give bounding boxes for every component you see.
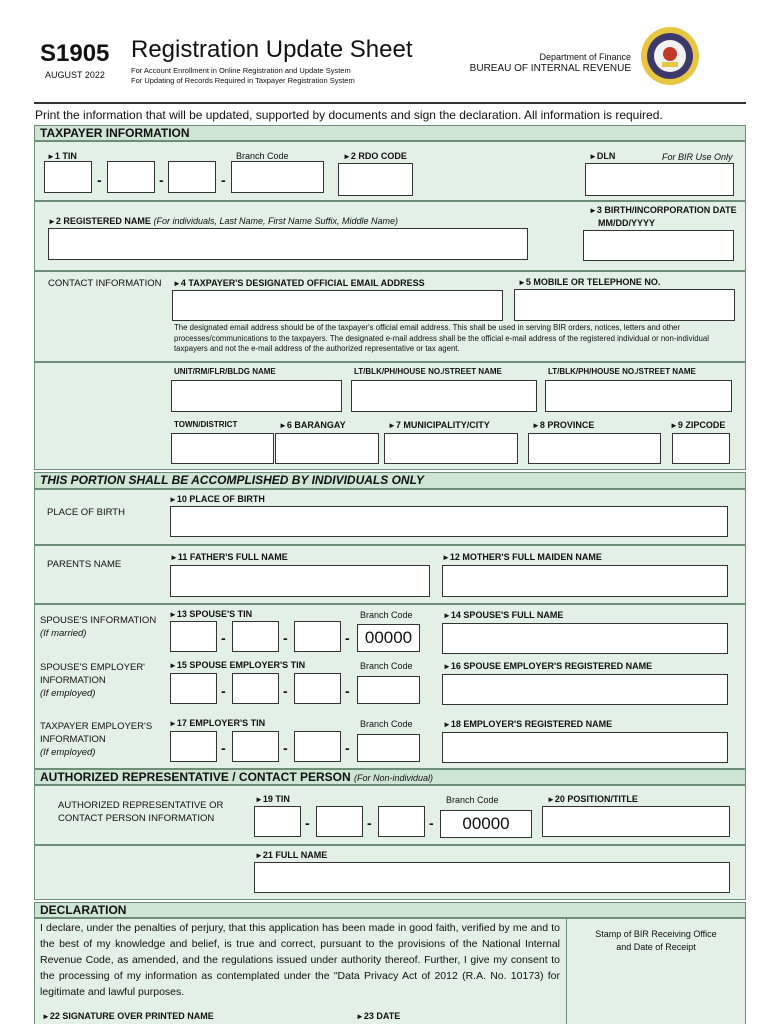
spouse-employer-name-input[interactable]	[442, 674, 728, 705]
spouse-employer-name-label: ►16 SPOUSE EMPLOYER'S REGISTERED NAME	[443, 661, 653, 671]
tin-part-2-input[interactable]	[107, 161, 155, 193]
position-title-label: ►20 POSITION/TITLE	[547, 794, 638, 804]
employer-name-label: ►18 EMPLOYER'S REGISTERED NAME	[443, 719, 613, 729]
mother-name-label: ►12 MOTHER'S FULL MAIDEN NAME	[442, 552, 602, 562]
rdo-code-label: ►2 RDO CODE	[343, 151, 407, 161]
authorized-tin-2-input[interactable]	[316, 806, 363, 837]
bir-seal-logo	[640, 26, 700, 86]
town-label: TOWN/DISTRICT	[174, 420, 238, 429]
dln-label: ►DLN	[589, 151, 616, 161]
signature-label: ►22 SIGNATURE OVER PRINTED NAME	[42, 1011, 214, 1021]
tin-dash: -	[159, 172, 164, 188]
employer-tin-3-input[interactable]	[294, 731, 341, 762]
tin-dash: -	[345, 683, 350, 699]
unit-label: UNIT/RM/FLR/BLDG NAME	[174, 367, 276, 376]
spouse-branch-input[interactable]: 00000	[357, 624, 420, 652]
birth-date-input[interactable]	[583, 230, 734, 261]
tin-dash: -	[221, 740, 226, 756]
birth-date-label: ►3 BIRTH/INCORPORATION DATE	[589, 205, 737, 215]
tin-dash: -	[345, 740, 350, 756]
spouse-name-input[interactable]	[442, 623, 728, 654]
employer-tin-label: ►17 EMPLOYER'S TIN	[169, 718, 266, 728]
employer-side-label: TAXPAYER EMPLOYER'S INFORMATION (If employed)	[40, 721, 153, 758]
father-name-label: ►11 FATHER'S FULL NAME	[170, 552, 288, 562]
lot-street-input-2[interactable]	[545, 380, 732, 412]
zipcode-label: ►9 ZIPCODE	[670, 420, 726, 430]
spouse-tin-2-input[interactable]	[232, 621, 279, 652]
tin-dash: -	[283, 740, 288, 756]
authorized-side-label: AUTHORIZED REPRESENTATIVE OR CONTACT PERSON INFORMATION	[58, 800, 224, 824]
tin-label: ►1 TIN	[47, 151, 77, 161]
position-title-input[interactable]	[542, 806, 730, 837]
employer-branch-input[interactable]	[357, 734, 420, 762]
employer-tin-2-input[interactable]	[232, 731, 279, 762]
tin-dash: -	[283, 683, 288, 699]
header-rule	[34, 102, 746, 104]
stamp-divider	[566, 918, 567, 1024]
spouse-employer-tin-3-input[interactable]	[294, 673, 341, 704]
authorized-tin-label: ►19 TIN	[255, 794, 290, 804]
department-name: Department of Finance	[539, 52, 631, 62]
municipality-input[interactable]	[384, 433, 518, 464]
declaration-text: I declare, under the penalties of perjury, that this application has been made in good faith, verified by me and to the best of my knowledge and belief, is true and correct, pursuant to the provisions of the National Internal Revenue Code, as amended, and the regulations issued under authority thereof. Further, I give my consent to the processing of my information as contemplated under the "Data Privacy Act of 2012 (R.A. No. 10173) for legitimate and lawful purposes.	[40, 922, 560, 998]
father-name-input[interactable]	[170, 565, 430, 597]
date-label: ►23 DATE	[356, 1011, 401, 1021]
tin-part-1-input[interactable]	[44, 161, 92, 193]
parents-side-label: PARENTS NAME	[47, 559, 122, 570]
dln-input[interactable]	[585, 163, 734, 196]
bureau-name: BUREAU OF INTERNAL REVENUE	[469, 63, 631, 74]
subtitle-1: For Account Enrollment in Online Registration and Update System	[131, 66, 351, 75]
spouse-employer-branch-label: Branch Code	[360, 661, 413, 671]
birth-date-format: MM/DD/YYYY	[598, 218, 656, 228]
lot-street-label-1: LT/BLK/PH/HOUSE NO./STREET NAME	[354, 367, 502, 376]
spouse-tin-1-input[interactable]	[170, 621, 217, 652]
full-name-label: ►21 FULL NAME	[255, 850, 328, 860]
mobile-input[interactable]	[514, 289, 735, 321]
zipcode-input[interactable]	[672, 433, 730, 464]
page-title: Registration Update Sheet	[131, 36, 413, 63]
authorized-tin-3-input[interactable]	[378, 806, 425, 837]
dln-note: For BIR Use Only	[662, 152, 733, 162]
full-name-input[interactable]	[254, 862, 730, 893]
bir-stamp-note: Stamp of BIR Receiving Office and Date of Receipt	[595, 929, 717, 952]
mother-name-input[interactable]	[442, 565, 728, 597]
contact-info-side-label: CONTACT INFORMATION	[48, 278, 162, 289]
spouse-employer-side-label: SPOUSE'S EMPLOYER' INFORMATION (If employed)	[40, 662, 145, 699]
province-label: ►8 PROVINCE	[532, 420, 595, 430]
spouse-employer-tin-1-input[interactable]	[170, 673, 217, 704]
barangay-label: ►6 BARANGAY	[279, 420, 346, 430]
tin-dash: -	[221, 683, 226, 699]
spouse-employer-tin-2-input[interactable]	[232, 673, 279, 704]
tin-part-3-input[interactable]	[168, 161, 216, 193]
section-header-declaration: DECLARATION	[34, 902, 746, 918]
authorized-branch-input[interactable]: 00000	[440, 810, 532, 838]
spouse-employer-branch-input[interactable]	[357, 676, 420, 704]
lot-street-input-1[interactable]	[351, 380, 537, 412]
town-input[interactable]	[171, 433, 274, 464]
registered-name-label: ►2 REGISTERED NAME (For individuals, Last Name, First Name Suffix, Middle Name)	[48, 216, 399, 226]
tin-dash: -	[97, 172, 102, 188]
authorized-branch-label: Branch Code	[446, 795, 499, 805]
section-header-authorized: AUTHORIZED REPRESENTATIVE / CONTACT PERSON (For Non-individual)	[34, 769, 746, 785]
barangay-input[interactable]	[275, 433, 379, 464]
employer-name-input[interactable]	[442, 732, 728, 763]
spouse-tin-label: ►13 SPOUSE'S TIN	[169, 609, 253, 619]
unit-input[interactable]	[171, 380, 342, 412]
place-of-birth-label: ►10 PLACE OF BIRTH	[169, 494, 265, 504]
section-header-taxpayer: TAXPAYER INFORMATION	[34, 125, 746, 141]
authorized-tin-1-input[interactable]	[254, 806, 301, 837]
tin-dash: -	[221, 172, 226, 188]
tin-dash: -	[345, 630, 350, 646]
tin-dash: -	[429, 815, 434, 831]
province-input[interactable]	[528, 433, 661, 464]
spouse-side-label: SPOUSE'S INFORMATION (If married)	[40, 615, 157, 639]
employer-tin-1-input[interactable]	[170, 731, 217, 762]
place-of-birth-input[interactable]	[170, 506, 728, 537]
place-of-birth-side-label: PLACE OF BIRTH	[47, 507, 125, 518]
tin-dash: -	[367, 815, 372, 831]
spouse-name-label: ►14 SPOUSE'S FULL NAME	[443, 610, 564, 620]
tin-dash: -	[283, 630, 288, 646]
subtitle-2: For Updating of Records Required in Taxpayer Registration System	[131, 76, 355, 85]
municipality-label: ►7 MUNICIPALITY/CITY	[388, 420, 490, 430]
spouse-employer-tin-label: ►15 SPOUSE EMPLOYER'S TIN	[169, 660, 306, 670]
form-code: S1905	[40, 40, 110, 67]
instruction-text: Print the information that will be updated, supported by documents and sign the declaration. All information is required.	[35, 108, 663, 122]
spouse-tin-3-input[interactable]	[294, 621, 341, 652]
spouse-branch-label: Branch Code	[360, 610, 413, 620]
tin-dash: -	[305, 815, 310, 831]
branch-code-label: Branch Code	[236, 151, 289, 161]
tin-dash: -	[221, 630, 226, 646]
employer-branch-label: Branch Code	[360, 719, 413, 729]
email-label: ►4 TAXPAYER'S DESIGNATED OFFICIAL EMAIL ADDRESS	[173, 278, 425, 288]
lot-street-label-2: LT/BLK/PH/HOUSE NO./STREET NAME	[548, 367, 696, 376]
email-note: The designated email address should be of the taxpayer's official email address. This shall be used in serving BIR orders, notices, letters and other processes/communications to the taxpayers. The designated e-mail address shall be the official e-mail address of the registered individual or non-individual taxpayers and not the e-mail address of the authorized representative or tax agent.	[174, 323, 709, 353]
branch-code-input[interactable]	[231, 161, 324, 193]
mobile-label: ►5 MOBILE OR TELEPHONE NO.	[518, 277, 661, 287]
form-date: AUGUST 2022	[45, 70, 105, 80]
section-header-individuals: THIS PORTION SHALL BE ACCOMPLISHED BY INDIVIDUALS ONLY	[34, 472, 746, 489]
registered-name-input[interactable]	[48, 228, 528, 260]
email-input[interactable]	[172, 290, 503, 321]
rdo-code-input[interactable]	[338, 163, 413, 196]
